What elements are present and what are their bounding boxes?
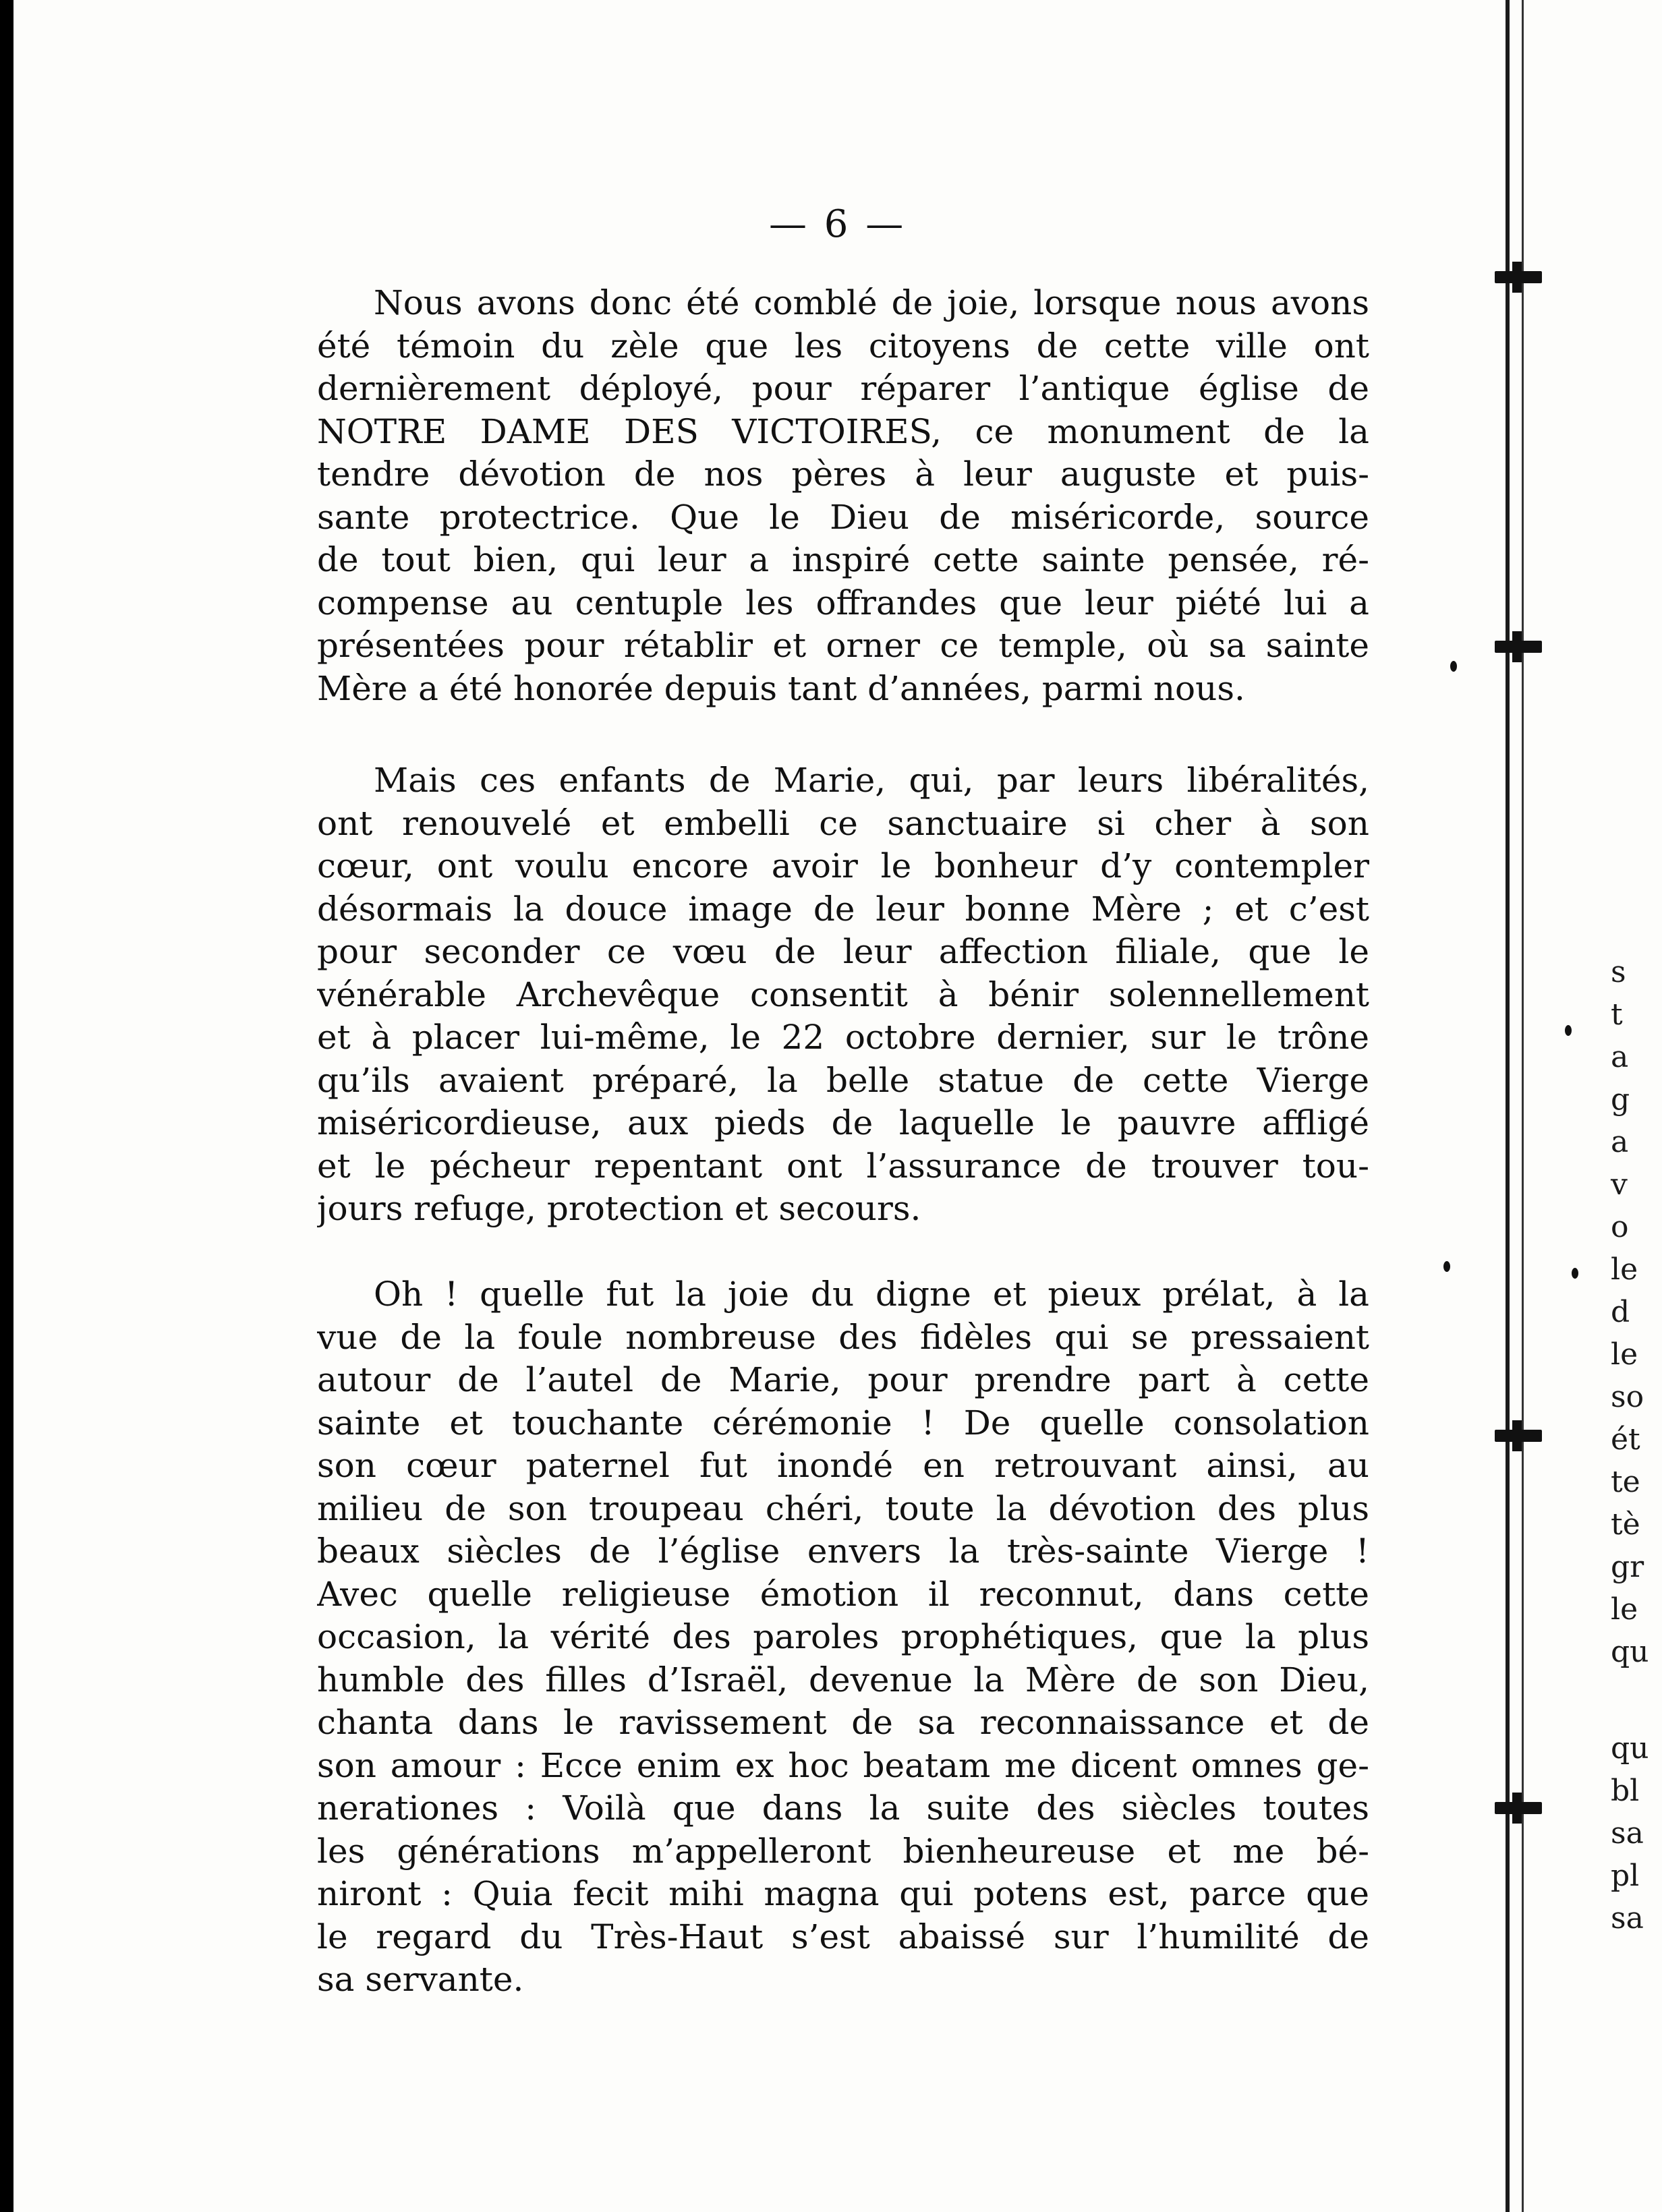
paragraph-1: [317, 282, 1369, 710]
text-line: qu’ils avaient préparé, la belle statue de cette Vierge: [317, 1060, 1369, 1100]
text-line: beaux siècles de l’église envers la très-sainte Vierge !: [317, 1532, 1369, 1571]
binding-stitch: [1495, 641, 1542, 653]
text-line: humble des filles d’Israël, devenue la Mère de son Dieu,: [317, 1660, 1369, 1699]
text-line: autour de l’autel de Marie, pour prendre part à cette: [317, 1360, 1369, 1399]
book-page: [13, 0, 1662, 2212]
facing-page-fragment: sa: [1611, 1901, 1644, 1936]
text-line: sante protectrice. Que le Dieu de miséricorde, source: [317, 497, 1369, 537]
text-line: le regard du Très-Haut s’est abaissé sur l’humilité de: [317, 1917, 1369, 1956]
facing-page-fragment: s: [1611, 955, 1626, 989]
text-line: Avec quelle religieuse émotion il reconnut, dans cette: [317, 1574, 1369, 1614]
text-line: et à placer lui-même, le 22 octobre dernier, sur le trône: [317, 1018, 1369, 1057]
text-line: chanta dans le ravissement de sa reconnaissance et de: [317, 1703, 1369, 1742]
text-line: présentées pour rétablir et orner ce temple, où sa sainte: [317, 626, 1369, 665]
text-line: été témoin du zèle que les citoyens de cette ville ont: [317, 326, 1369, 366]
facing-page-fragment: a: [1611, 1125, 1629, 1159]
facing-page-fragment: qu: [1611, 1731, 1649, 1766]
text-line: vue de la foule nombreuse des fidèles qui se pressaient: [317, 1317, 1369, 1357]
ink-speck: [1443, 1261, 1450, 1272]
facing-page-fragment: g: [1611, 1082, 1630, 1117]
ink-speck: [1565, 1025, 1572, 1036]
facing-page-fragment: le: [1611, 1252, 1638, 1287]
facing-page-fragment: sa: [1611, 1816, 1644, 1851]
facing-page-fragment: d: [1611, 1295, 1630, 1329]
facing-page-fragment: v: [1611, 1167, 1628, 1202]
text-line: compense au centuple les offrandes que leur piété lui a: [317, 583, 1369, 622]
text-line: occasion, la vérité des paroles prophétiques, que la plus: [317, 1617, 1369, 1656]
facing-page-fragment: so: [1611, 1380, 1644, 1414]
text-line: et le pécheur repentant ont l’assurance de trouver tou-: [317, 1146, 1369, 1186]
facing-page-fragment: a: [1611, 1040, 1629, 1074]
text-line: milieu de son troupeau chéri, toute la dévotion des plus: [317, 1488, 1369, 1528]
text-line: cœur, ont voulu encore avoir le bonheur d’y contempler: [317, 846, 1369, 885]
text-line: jours refuge, protection et secours.: [317, 1189, 921, 1228]
binding-gutter-line: [1506, 0, 1510, 2212]
binding-stitch: [1495, 1430, 1542, 1442]
binding-stitch: [1495, 1802, 1542, 1814]
text-line: miséricordieuse, aux pieds de laquelle le pauvre affligé: [317, 1103, 1369, 1142]
text-line: nerationes : Voilà que dans la suite des siècles toutes: [317, 1788, 1369, 1828]
ink-speck: [1572, 1268, 1578, 1279]
binding-gutter-line-secondary: [1522, 0, 1524, 2212]
text-line: dernièrement déployé, pour réparer l’antique église de: [317, 369, 1369, 408]
facing-page-fragment: pl: [1611, 1859, 1640, 1893]
text-line: les générations m’appelleront bienheureuse et me bé-: [317, 1831, 1369, 1871]
text-line: pour seconder ce vœu de leur affection filiale, que le: [317, 932, 1369, 971]
text-line: de tout bien, qui leur a inspiré cette sainte pensée, ré-: [317, 540, 1369, 579]
facing-page-fragment: gr: [1611, 1550, 1644, 1584]
paragraph-3: [317, 1273, 1369, 2002]
facing-page-fragment: o: [1611, 1210, 1629, 1244]
text-line: Mais ces enfants de Marie, qui, par leurs libéralités,: [374, 761, 1369, 800]
text-line: Mère a été honorée depuis tant d’années, parmi nous.: [317, 668, 1245, 708]
facing-page-fragment: ét: [1611, 1422, 1640, 1457]
text-line: désormais la douce image de leur bonne Mère ; et c’est: [317, 889, 1369, 929]
text-line: tendre dévotion de nos pères à leur auguste et puis-: [317, 455, 1369, 494]
text-line: niront : Quia fecit mihi magna qui potens est, parce que: [317, 1874, 1369, 1913]
text-line: son cœur paternel fut inondé en retrouvant ainsi, au: [317, 1446, 1369, 1485]
text-line: ont renouvelé et embelli ce sanctuaire si cher à son: [317, 803, 1369, 843]
binding-stitch: [1495, 271, 1542, 283]
facing-page-edge: [1605, 0, 1662, 2212]
text-line: NOTRE DAME DES VICTOIRES, ce monument de la: [317, 411, 1369, 451]
ink-speck: [1450, 661, 1457, 672]
paragraph-2: [317, 759, 1369, 1231]
text-line: Nous avons donc été comblé de joie, lorsque nous avons: [374, 283, 1369, 322]
facing-page-fragment: tè: [1611, 1507, 1640, 1542]
text-line: son amour : Ecce enim ex hoc beatam me dicent omnes ge-: [317, 1745, 1369, 1785]
page-number: — 6 —: [769, 202, 907, 246]
text-line: vénérable Archevêque consentit à bénir solennellement: [317, 974, 1369, 1014]
facing-page-fragment: t: [1611, 997, 1623, 1032]
text-line: sa servante.: [317, 1960, 524, 1999]
text-line: Oh ! quelle fut la joie du digne et pieux prélat, à la: [374, 1275, 1369, 1314]
facing-page-fragment: qu: [1611, 1635, 1649, 1669]
facing-page-fragment: le: [1611, 1592, 1638, 1627]
facing-page-fragment: bl: [1611, 1774, 1640, 1808]
text-line: sainte et touchante cérémonie ! De quelle consolation: [317, 1403, 1369, 1443]
facing-page-fragment: te: [1611, 1465, 1640, 1499]
facing-page-fragment: le: [1611, 1337, 1638, 1372]
